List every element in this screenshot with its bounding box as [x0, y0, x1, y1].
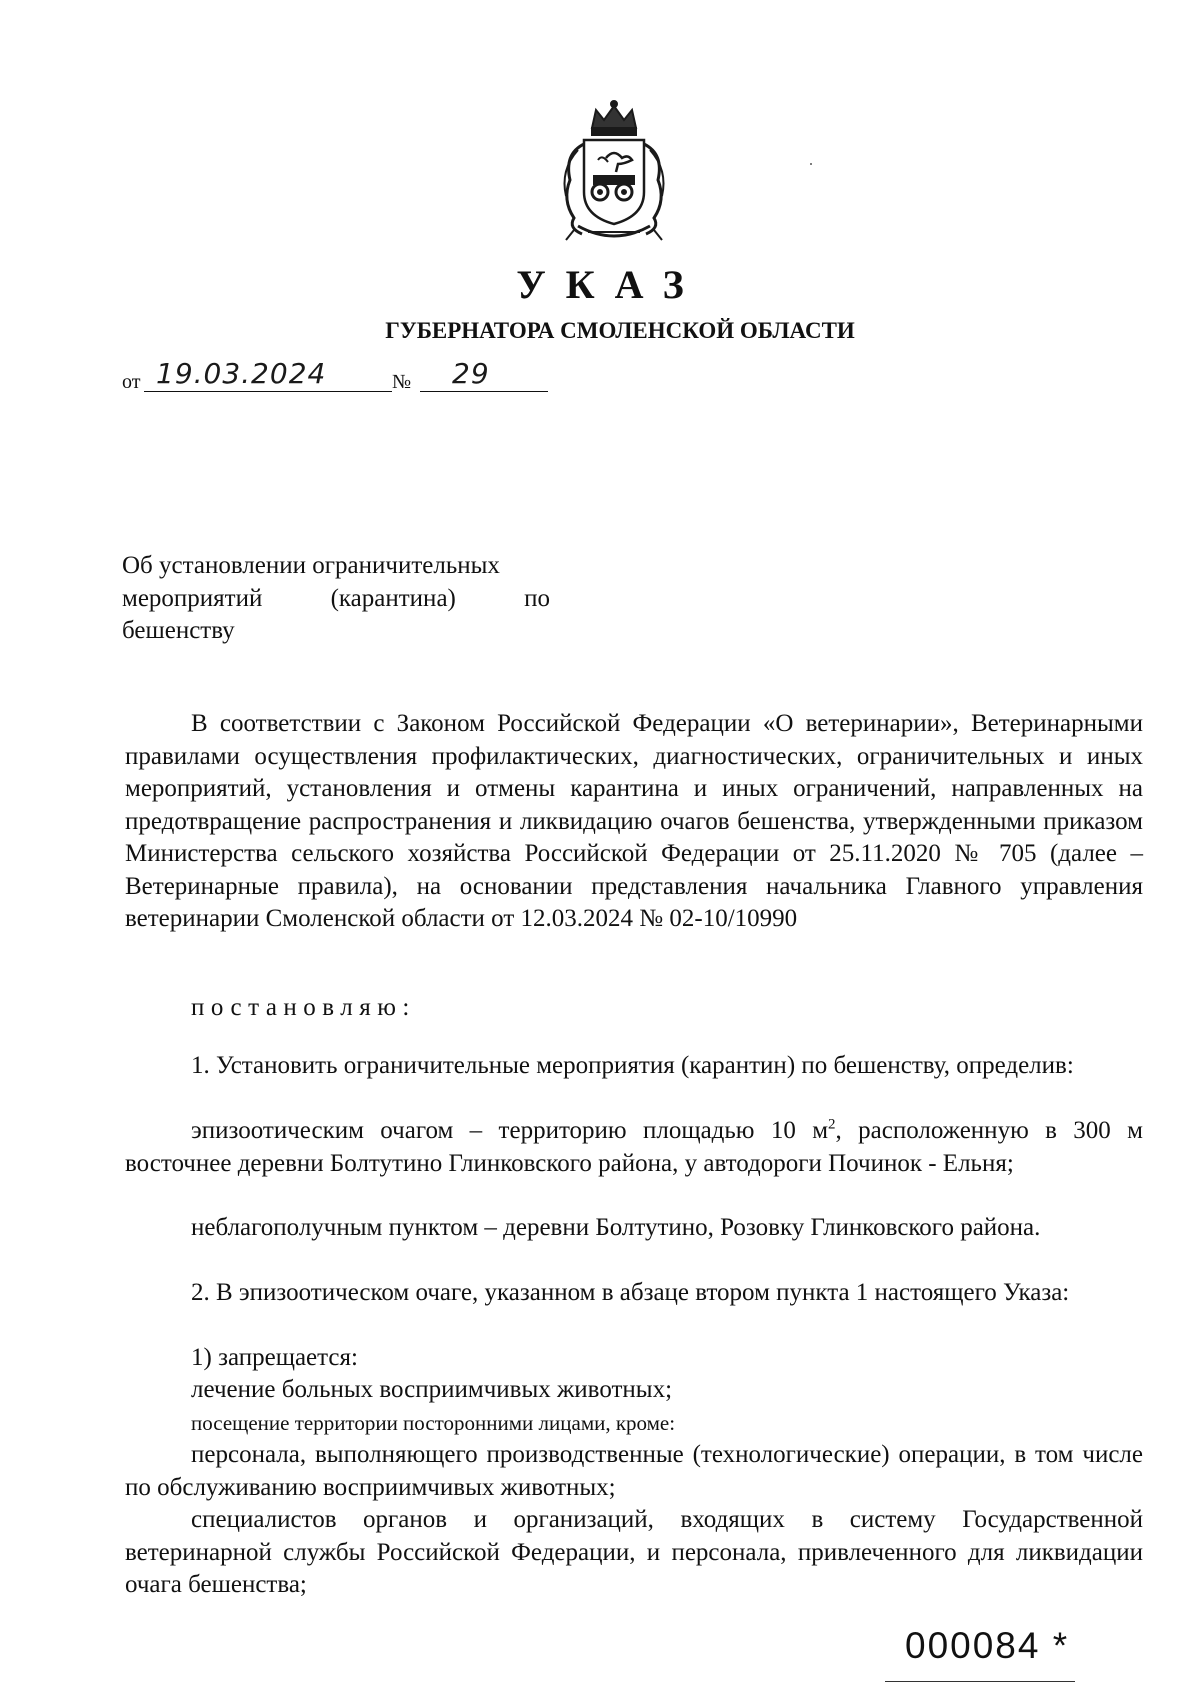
- subject-line-2: [122, 583, 550, 616]
- serial-underline: [885, 1681, 1075, 1682]
- document-subject: [122, 550, 550, 648]
- item-2-1-b: посещение территории посторонними лицами, кроме:: [191, 1411, 676, 1435]
- item-1: 1. Установить ограничительные мероприятия (карантин) по бешенству, определив:: [191, 1052, 1074, 1079]
- subject-word: мероприятий: [122, 584, 263, 612]
- date-underline: [144, 391, 392, 392]
- handwritten-date: 19.03.2024: [156, 357, 327, 390]
- subject-line-1: Об установлении ограничительных: [122, 552, 500, 579]
- subject-word: по: [524, 584, 550, 612]
- document-title: УКАЗ: [516, 262, 704, 307]
- item-1-focus: [125, 1115, 1143, 1180]
- item-2: 2. В эпизоотическом очаге, указанном в абзаце втором пункта 1 настоящего Указа:: [191, 1279, 1070, 1306]
- serial-number: 000084 *: [905, 1625, 1070, 1666]
- number-underline: [420, 391, 548, 392]
- document-subtitle: ГУБЕРНАТОРА СМОЛЕНСКОЙ ОБЛАСТИ: [385, 318, 855, 343]
- scan-speck: [810, 163, 812, 165]
- item-2-1: 1) запрещается:: [191, 1344, 358, 1371]
- subject-line-3: бешенству: [122, 617, 235, 644]
- subject-word: (карантина): [330, 584, 456, 612]
- preamble-paragraph: В соответствии с Законом Российской Федерации «О ветеринарии», Ветеринарными правилами осуществления профилактических, диагностических, ограничительных и иных мероприятий, установления и отмены карантина и иных ограничений, направленных на предотвращение распространения и ликвидацию очагов бешенства, утвержденными приказом Министерства сельского хозяйства Российской Федерации от 25.11.2020 № 705 (далее – Ветеринарные правила), на основании представления начальника Главного управления ветеринарии Смоленской области от 12.03.2024 № 02-10/10990: [125, 710, 1143, 932]
- item-1-point: неблагополучным пунктом – деревни Болтутино, Розовку Глинковского района.: [191, 1214, 1041, 1241]
- item-1-focus-text-b: , расположенную в 300 м восточнее деревни Болтутино Глинковского района, у автодороги Починок - Ельня;: [125, 1117, 1143, 1177]
- number-prefix-label: №: [392, 371, 412, 393]
- superscript-2: 2: [828, 1116, 836, 1133]
- handwritten-number: 29: [452, 357, 490, 390]
- item-1-focus-text-a: эпизоотическим очагом – территорию площадью 10 м: [191, 1117, 829, 1144]
- date-prefix-label: от: [122, 371, 141, 393]
- item-2-1-b2: специалистов органов и организаций, входящих в систему Государственной ветеринарной службы Российской Федерации, и персонала, привлеченного для ликвидации очага бешенства;: [125, 1506, 1143, 1598]
- coat-of-arms-icon: [548, 100, 680, 245]
- decree-word: постановляю:: [191, 994, 416, 1021]
- item-2-1-b1: персонала, выполняющего производственные (технологические) операции, в том числе по обслуживанию восприимчивых животных;: [125, 1441, 1143, 1501]
- item-2-1-a: лечение больных восприимчивых животных;: [191, 1376, 673, 1403]
